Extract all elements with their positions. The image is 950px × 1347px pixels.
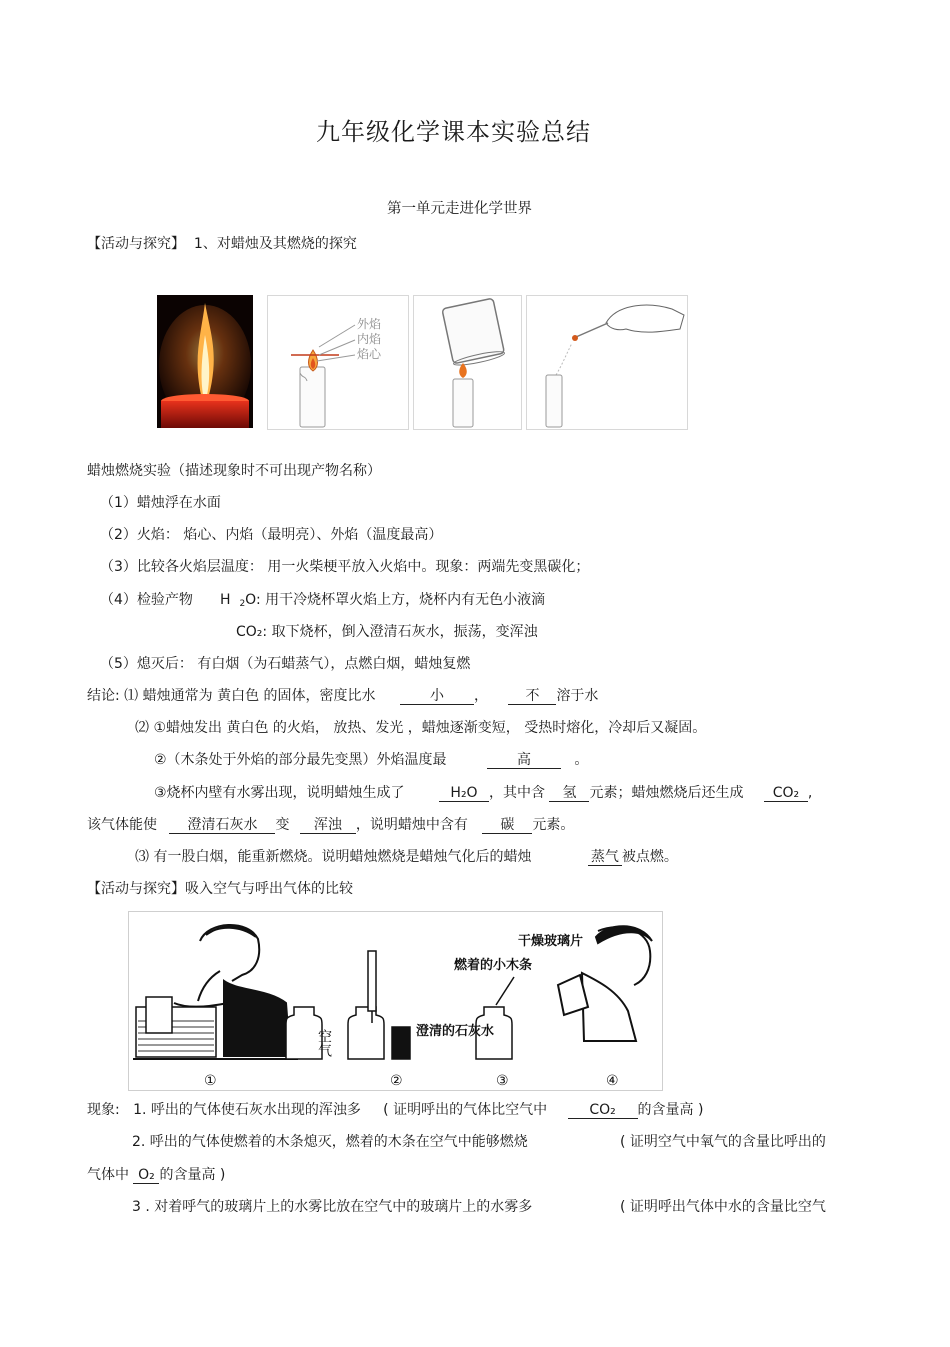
breath-comparison-figure [128,911,663,1091]
blank-o2: O₂ [133,1167,159,1184]
conclusion-2-2: ②（木条处于外焰的部分最先变黑）外焰温度最 高 。 [154,752,589,768]
blank-vapor: 蒸气 [588,849,622,866]
beaker-over-candle-diagram [413,295,522,430]
fig-number-1: ① [204,1073,217,1089]
fig-number-3: ③ [496,1073,509,1089]
candle-item-3: （3）比较各火焰层温度： 用一火柴梗平放入火焰中。现象：两端先变黑碳化； [100,559,590,575]
candle-item-5: （5）熄灭后： 有白烟（为石蜡蒸气），点燃白烟，蜡烛复燃 [100,656,471,672]
h2o-test-line: H $_2$O: 用干冷烧杯罩火焰上方，烧杯内有无色小液滴 [220,592,546,609]
blank-hydrogen: 氢 [549,785,589,802]
conclusion-2-3-cont: 该气体能使 澄清石灰水 变 浑浊 ，说明蜡烛中含有 碳 元素。 [87,817,575,833]
conclusion-1: 结论: ⑴ 蜡烛通常为 黄白色 的固体，密度比水 小 ， 不 溶于水 [87,688,599,704]
co2-test-line: CO₂: 取下烧杯，倒入澄清石灰水，振荡，变浑浊 [236,624,538,640]
blank-density: 小 [400,688,474,705]
activity-title: 1、对蜡烛及其燃烧的探究 [193,236,357,252]
phenomenon-2: 2. 呼出的气体使燃着的木条熄灭，燃着的木条在空气中能够燃烧 [132,1134,528,1150]
blank-limewater: 澄清石灰水 [169,817,275,834]
blank-co2: CO₂ [764,785,808,802]
label-burning-stick: 燃着的小木条 [454,958,533,973]
phenomenon-2-cont: 气体中 O₂ 的含量高 ) [87,1167,226,1183]
phenomenon-1: 现象: 1. 呼出的气体使石灰水出现的浑浊多 ( 证明呼出的气体比空气中 CO₂ 的含量高 ) [87,1102,704,1118]
candle-heading: 蜡烛燃烧实验（描述现象时不可出现产物名称） [87,463,381,479]
blank-h2o: H₂O [439,785,489,802]
unit-title: 第一单元走进化学世界 [387,201,532,217]
phenomenon-2-reason: ( 证明空气中氧气的含量比呼出的 [620,1134,826,1150]
candle-item-2: （2）火焰： 焰心、内焰（最明亮）、外焰（温度最高） [100,527,443,543]
activity-heading [87,235,357,253]
activity2-heading: 【活动与探究】吸入空气与呼出气体的比较 [87,881,353,897]
candle-item-4: （4）检验产物 [100,592,193,608]
label-dry-glass: 干燥玻璃片 [518,934,584,949]
blank-solubility: 不 [508,688,556,705]
flame-label-inner: 内焰 [357,332,382,346]
conclusion-3: ⑶ 有一股白烟，能重新燃烧。说明蜡烛燃烧是蜡烛气化后的蜡烛 蒸气 被点燃。 [135,849,678,865]
blank-carbon: 碳 [482,817,532,834]
page-title: 九年级化学课本实验总结 [316,118,591,146]
label-limewater: 澄清的石灰水 [416,1024,495,1039]
flame-label-outer: 外焰 [357,317,382,331]
phenomenon-3-reason: ( 证明呼出气体中水的含量比空气 [620,1199,826,1215]
fig-number-2: ② [390,1073,403,1089]
conclusion-2-1: ⑵ ①蜡烛发出 黄白色 的火焰， 放热、发光 ，蜡烛逐渐变短， 受热时熔化，冷却后又凝固。 [135,720,707,736]
activity-tag: 【活动与探究】 [87,236,185,252]
phenomenon-3: 3 . 对着呼气的玻璃片上的水雾比放在空气中的玻璃片上的水雾多 [132,1199,533,1215]
conclusion-2-3: ③烧杯内壁有水雾出现，说明蜡烛生成了 H₂O ，其中含 氢 元素；蜡烛燃烧后还生成 CO₂ , [154,785,813,801]
relight-smoke-diagram [526,295,688,430]
blank-turbid: 浑浊 [300,817,356,834]
flame-label-core: 焰心 [357,347,382,361]
blank-outer-temp: 高 [487,752,561,769]
candle-item-1: （1）蜡烛浮在水面 [100,495,221,511]
fig-number-4: ④ [606,1073,619,1089]
label-air: 空气 [316,1029,332,1057]
flame-layers-diagram [267,295,409,430]
candle-photo [157,295,253,428]
blank-co2-content: CO₂ [568,1102,638,1119]
